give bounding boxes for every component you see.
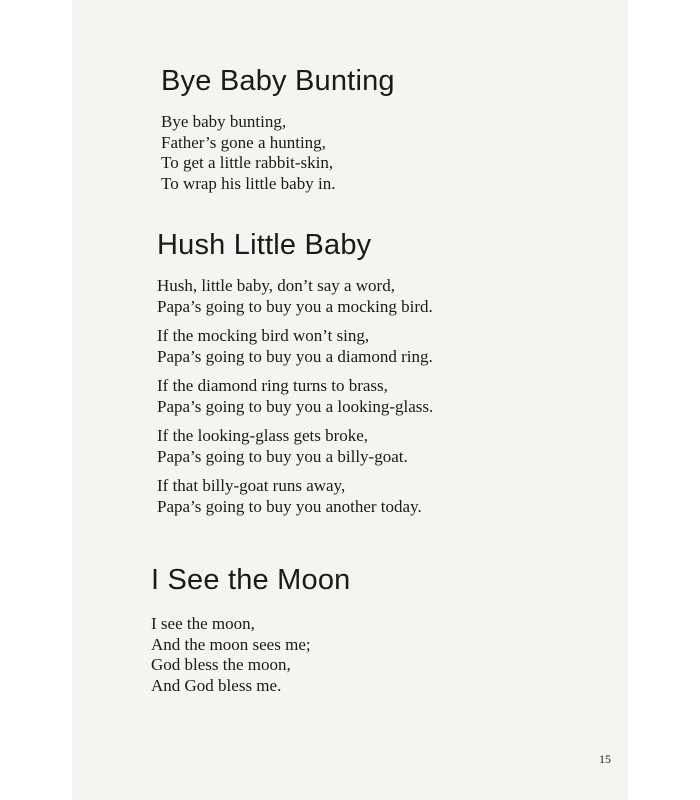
verse-line: Papa’s going to buy you a billy-goat. — [157, 446, 408, 466]
stanza — [151, 614, 351, 696]
stanza — [157, 376, 433, 417]
verse-line: And the moon sees me; — [151, 634, 311, 654]
poem-title: Bye Baby Bunting — [161, 65, 395, 97]
verse-line: To wrap his little baby in. — [161, 173, 336, 193]
poem-hush-little-baby — [157, 228, 433, 517]
stanza — [157, 476, 433, 517]
poem-title: Hush Little Baby — [157, 229, 372, 261]
book-page — [72, 0, 628, 800]
verse-line: Papa’s going to buy you a looking-glass. — [157, 396, 434, 416]
poem-bye-baby-bunting — [161, 64, 395, 194]
stanza — [161, 112, 395, 194]
poem-i-see-the-moon — [151, 563, 351, 696]
verse-line: If the diamond ring turns to brass, — [157, 376, 388, 395]
verse-line: God bless the moon, — [151, 655, 291, 674]
verse-line: Bye baby bunting, — [161, 112, 287, 131]
verse-line: To get a little rabbit-skin, — [161, 153, 334, 172]
stanza — [157, 326, 433, 367]
verse-line: And God bless me. — [151, 675, 282, 695]
verse-line: Hush, little baby, don’t say a word, — [157, 276, 395, 295]
stanza — [157, 426, 433, 467]
verse-line: If the mocking bird won’t sing, — [157, 326, 370, 345]
page-number: 15 — [599, 752, 611, 766]
verse-line: Papa’s going to buy you a diamond ring. — [157, 346, 433, 366]
verse-line: Papa’s going to buy you another today. — [157, 496, 422, 516]
verse-line: Papa’s going to buy you a mocking bird. — [157, 296, 433, 316]
verse-line: If that billy-goat runs away, — [157, 476, 346, 495]
poem-title: I See the Moon — [151, 564, 351, 596]
stanza — [157, 276, 433, 317]
verse-line: Father’s gone a hunting, — [161, 132, 326, 152]
verse-line: I see the moon, — [151, 614, 255, 633]
verse-line: If the looking-glass gets broke, — [157, 426, 369, 445]
